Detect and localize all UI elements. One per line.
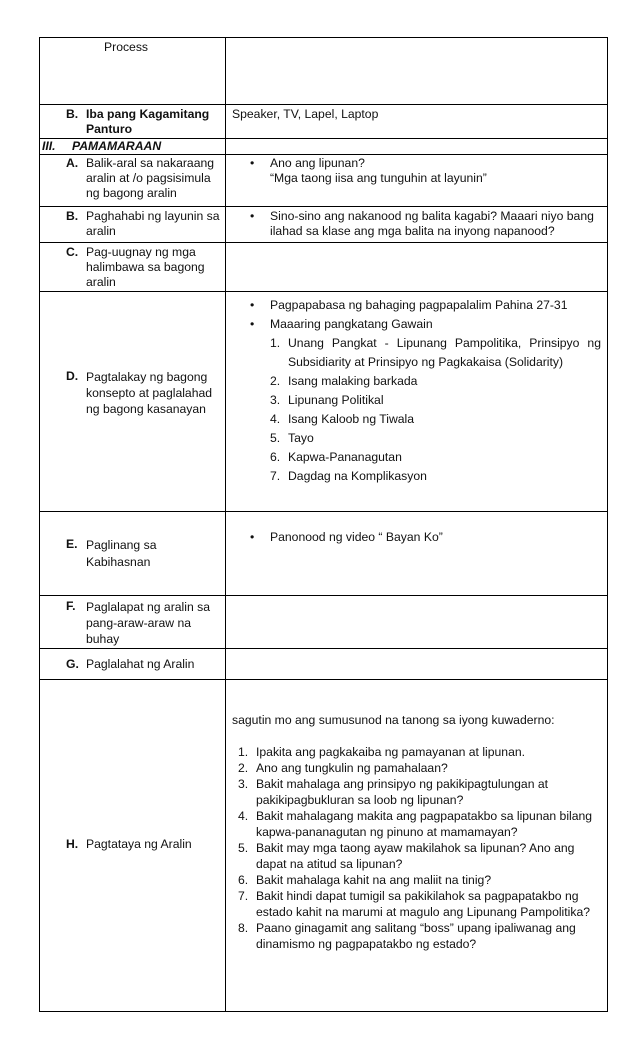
question-text: Ano ang tungkulin ng pamahalaan? [256, 761, 448, 775]
question-text: Bakit mahalaga kahit na ang maliit na tinig? [256, 873, 492, 887]
letter-d: D. [66, 368, 79, 383]
cell-b-label [40, 207, 226, 243]
group-item-text: Kapwa-Pananagutan [288, 450, 402, 464]
question-item: 5. Bakit may mga taong ayaw makilahok sa lipunan? Ano ang dapat na atitud sa lipunan? [238, 840, 599, 872]
letter-e: E. [66, 536, 78, 551]
question-item: 3. Bakit mahalaga ang prinsipyo ng pakikipagtulungan at pakikipagbukluran sa loob ng lipunan? [238, 776, 599, 808]
group-item: 3. Lipunang Politikal [270, 391, 601, 410]
cell-process-value [226, 38, 608, 105]
group-item: 7. Dagdag na Komplikasyon [270, 467, 601, 486]
row-f [40, 596, 608, 649]
group-item-text: Isang Kaloob ng Tiwala [288, 412, 415, 426]
bullet-a-text: Ano ang lipunan? [270, 156, 365, 170]
group-item: 2. Isang malaking barkada [270, 372, 601, 391]
row-h [40, 680, 608, 1012]
assessment-intro: sagutin mo ang sumusunod na tanong sa iyong kuwaderno: [232, 713, 555, 727]
materials-value: Speaker, TV, Lapel, Laptop [232, 107, 379, 121]
question-item: 1. Ipakita ang pagkakaiba ng pamayanan at lipunan. [238, 744, 599, 760]
bullet-d-1-text: Pagpapabasa ng bahaging pagpapalalim Pahina 27-31 [270, 298, 568, 312]
cell-d-value [226, 292, 608, 512]
letter-a: A. [66, 156, 79, 170]
label-g: Paglalahat ng Aralin [86, 656, 195, 671]
label-e: Paglinang sa Kabihasnan [86, 537, 157, 569]
question-item: 2. Ano ang tungkulin ng pamahalaan? [238, 760, 599, 776]
row-section-iii [40, 139, 608, 155]
bullet-e-text: Panonood ng video “ Bayan Ko” [270, 530, 443, 544]
letter-g: G. [66, 656, 79, 671]
bullet-d-2-text: Maaaring pangkatang Gawain [270, 317, 433, 331]
label-c: Pag-uugnay ng mga halimbawa sa bagong aralin [86, 245, 205, 289]
row-c [40, 243, 608, 292]
question-item: 8. Paano ginagamit ang salitang “boss” upang ipaliwanag ang dinamismo ng pagpapatakbo ng estado? [238, 920, 599, 952]
row-b-materials [40, 105, 608, 139]
bullet-d-1 [250, 296, 607, 315]
cell-e-label [40, 512, 226, 596]
question-text: Bakit mahalaga ang prinsipyo ng pakikipagtulungan at pakikipagbukluran sa loob ng lipunan? [256, 777, 549, 807]
cell-b-materials-label [40, 105, 226, 139]
letter-f: F. [66, 599, 76, 613]
letter-c: C. [66, 245, 79, 259]
group-item-text: Lipunang Politikal [288, 393, 384, 407]
label-a: Balik-aral sa nakaraang aralin at /o pagsisimula ng bagong aralin [86, 156, 215, 200]
label-b-materials: Iba pang Kagamitang Panturo [86, 107, 210, 136]
bullet-b [250, 209, 603, 239]
bullet-e [250, 530, 607, 545]
row-process [40, 38, 608, 105]
group-item: 6. Kapwa-Pananagutan [270, 448, 601, 467]
letter-b: B. [66, 209, 79, 223]
row-e [40, 512, 608, 596]
cell-b-materials-value [226, 105, 608, 139]
bullet-d-2 [250, 315, 607, 334]
lesson-plan-document [39, 37, 607, 1012]
group-item: 1. Unang Pangkat - Lipunang Pampolitika, Prinsipyo ng Subsidiarity at Prinsipyo ng Pagkakaisa (Solidarity) [270, 334, 601, 372]
group-item-text: Tayo [288, 431, 314, 445]
cell-a-label [40, 155, 226, 207]
cell-a-value [226, 155, 608, 207]
cell-c-value [226, 243, 608, 292]
label-b: Paghahabi ng layunin sa aralin [86, 209, 220, 238]
cell-section-iii-right [226, 139, 608, 155]
bullet-a [250, 156, 607, 186]
quote-a: “Mga taong iisa ang tunguhin at layunin” [270, 171, 487, 185]
group-item: 5. Tayo [270, 429, 601, 448]
lesson-plan-table [39, 37, 608, 1012]
row-a [40, 155, 608, 207]
row-b [40, 207, 608, 243]
question-text: Bakit mahalagang makita ang pagpapatakbo sa lipunan bilang kapwa-pananagutan ng pinuno at mamamayan? [256, 809, 593, 839]
group-item: 4. Isang Kaloob ng Tiwala [270, 410, 601, 429]
group-item-text: Unang Pangkat - Lipunang Pampolitika, Prinsipyo ng Subsidiarity at Prinsipyo ng Pagkakaisa (Solidarity) [288, 336, 601, 369]
question-text: Ipakita ang pagkakaiba ng pamayanan at lipunan. [256, 745, 526, 759]
question-item: 4. Bakit mahalagang makita ang pagpapatakbo sa lipunan bilang kapwa-pananagutan ng pinuno at mamamayan? [238, 808, 599, 840]
label-f: Paglalapat ng aralin sa pang-araw-araw na buhay [86, 600, 210, 646]
group-item-text: Dagdag na Komplikasyon [288, 469, 427, 483]
letter-h: H. [66, 837, 79, 851]
process-label: Process [104, 40, 149, 54]
cell-b-value [226, 207, 608, 243]
row-d [40, 292, 608, 512]
section-title: PAMAMARAAN [72, 139, 162, 153]
section-numeral: III. [42, 139, 56, 153]
group-item-text: Isang malaking barkada [288, 374, 418, 388]
cell-h-value [226, 680, 608, 1012]
question-item: 6. Bakit mahalaga kahit na ang maliit na tinig? [238, 872, 599, 888]
label-h: Pagtataya ng Aralin [86, 837, 192, 851]
question-item: 7. Bakit hindi dapat tumigil sa pakikilahok sa pagpapatakbo ng estado kahit na marumi at magulo ang Lipunang Pampolitika? [238, 888, 599, 920]
question-text: Paano ginagamit ang salitang “boss” upang ipaliwanag ang dinamismo ng pagpapatakbo ng estado? [256, 921, 576, 951]
cell-f-label [40, 596, 226, 649]
cell-g-value [226, 649, 608, 680]
question-text: Bakit hindi dapat tumigil sa pakikilahok sa pagpapatakbo ng estado kahit na marumi at magulo ang Lipunang Pampolitika? [256, 889, 591, 919]
cell-h-label [40, 680, 226, 1012]
cell-c-label [40, 243, 226, 292]
letter-b-materials: B. [66, 107, 79, 121]
bullet-b-text: Sino-sino ang nakanood ng balita kagabi? Maaari niyo bang ilahad sa klase ang mga balita na inyong napanood? [270, 209, 594, 238]
cell-f-value [226, 596, 608, 649]
label-d: Pagtalakay ng bagong konsepto at paglalahad ng bagong kasanayan [86, 369, 213, 416]
cell-section-iii [40, 139, 226, 155]
cell-e-value [226, 512, 608, 596]
question-text: Bakit may mga taong ayaw makilahok sa lipunan? Ano ang dapat na atitud sa lipunan? [256, 841, 575, 871]
cell-d-label [40, 292, 226, 512]
row-g [40, 649, 608, 680]
cell-process-label [40, 38, 226, 105]
cell-g-label [40, 649, 226, 680]
